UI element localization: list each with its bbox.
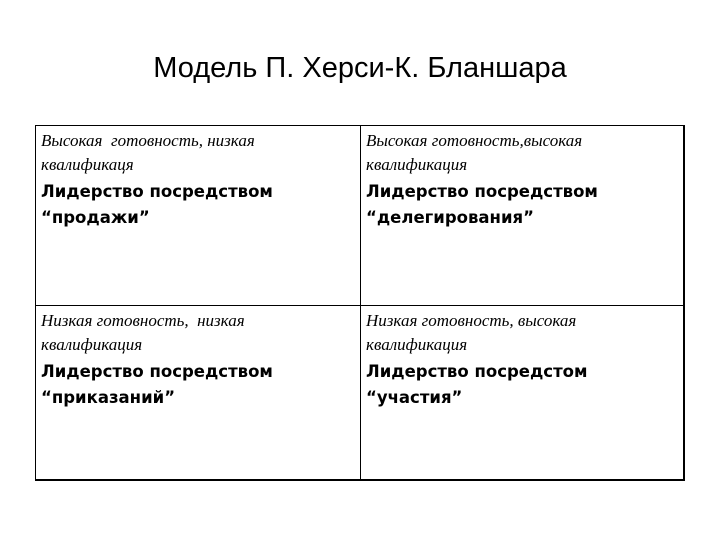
quadrant-readiness-text: Высокая готовность, низкая квалификаця [41,131,259,174]
model-matrix [35,125,685,481]
quadrant-leadership-style: Лидерство посредстом “участия” [366,362,588,407]
quadrant-top-right [361,126,683,306]
quadrant-readiness-text: Низкая готовность, высокая квалификация [366,311,581,354]
slide-title: Модель П. Херси-К. Бланшара [153,52,567,84]
quadrant-leadership-style: Лидерство посредством “приказаний” [41,362,273,407]
quadrant-bottom-left [36,306,361,479]
quadrant-bottom-right [361,306,683,479]
quadrant-top-left [36,126,361,306]
quadrant-leadership-style: Лидерство посредством “продажи” [41,182,273,227]
quadrant-readiness-text: Высокая готовность,высокая квалификация [366,131,587,174]
quadrant-readiness-text: Низкая готовность, низкая квалификация [41,311,249,354]
quadrant-leadership-style: Лидерство посредством “делегирования” [366,182,598,227]
